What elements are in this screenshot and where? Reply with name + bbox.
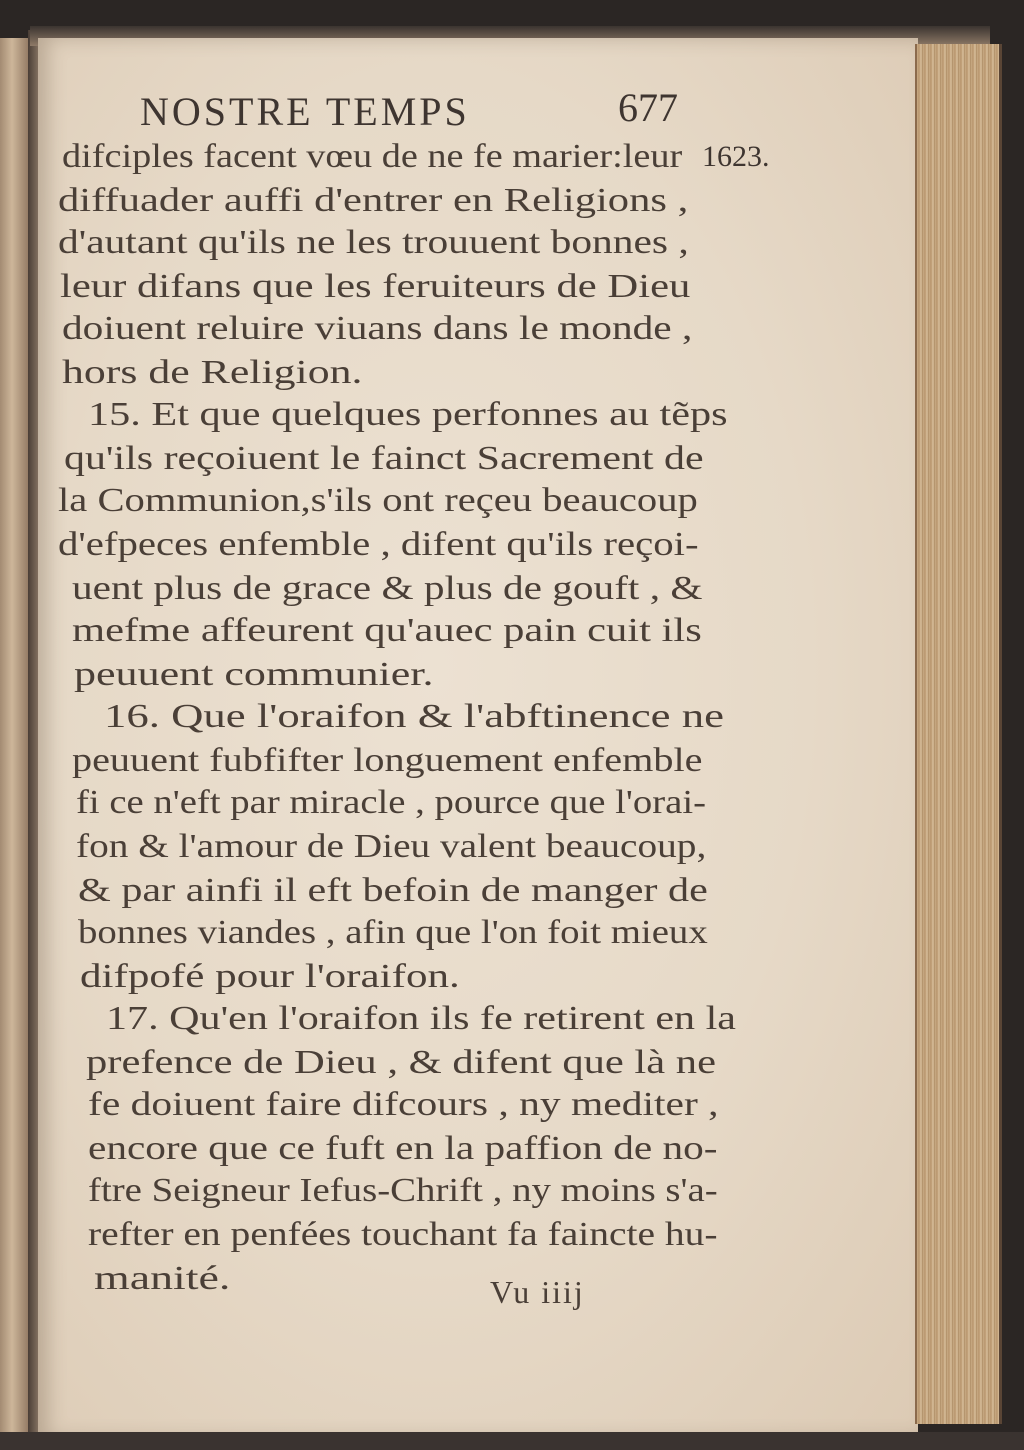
text-line: d'efpeces enfemble , difent qu'ils reçoi- <box>58 526 699 563</box>
text-line: 16. Que l'oraifon & l'abftinence ne <box>104 698 724 735</box>
text-line: mefme affeurent qu'auec pain cuit ils <box>72 612 702 649</box>
bottom-edge <box>0 1432 1024 1450</box>
text-line: fon & l'amour de Dieu valent beaucoup, <box>76 828 707 865</box>
text-line: difpofé pour l'oraifon. <box>80 958 460 995</box>
text-line: qu'ils reçoiuent le fainct Sacrement de <box>64 440 704 477</box>
text-line: diffuader auffi d'entrer en Religions , <box>58 182 689 219</box>
text-line: ftre Seigneur Iefus-Chrift , ny moins s'a- <box>88 1172 718 1209</box>
text-line: difciples facent vœu de ne fe marier:leur <box>62 138 683 175</box>
text-line: d'autant qu'ils ne les trouuent bonnes , <box>58 224 689 261</box>
text-line: fe doiuent faire difcours , ny mediter , <box>88 1086 719 1123</box>
text-line: & par ainfi il eft befoin de manger de <box>78 872 708 909</box>
text-line: manité. <box>94 1260 231 1297</box>
text-line: 15. Et que quelques perfonnes au tẽps <box>88 396 728 433</box>
page-number: 677 <box>618 85 678 130</box>
signature-mark: Vu iiij <box>490 1274 585 1310</box>
text-line: encore que ce fuft en la paffion de no- <box>88 1130 718 1167</box>
text-line: uent plus de grace & plus de gouft , & <box>72 570 703 607</box>
text-line: leur difans que les feruiteurs de Dieu <box>60 268 691 305</box>
marginal-date: 1623. <box>702 140 770 173</box>
text-line: fi ce n'eft par miracle , pource que l'orai- <box>76 784 707 821</box>
text-line: 17. Qu'en l'oraifon ils fe retirent en la <box>106 1000 736 1037</box>
left-page-edge <box>0 38 30 1438</box>
running-head: NOSTRE TEMPS <box>140 89 470 134</box>
text-line: peuuent fubfifter longuement enfemble <box>72 742 703 779</box>
text-line: hors de Religion. <box>62 354 363 391</box>
text-line: bonnes viandes , afin que l'on foit mieux <box>78 914 708 951</box>
fore-edge <box>915 44 1002 1424</box>
text-line: refter en penfées touchant fa faincte hu- <box>88 1216 718 1253</box>
text-line: peuuent communier. <box>74 656 434 693</box>
text-line: prefence de Dieu , & difent que là ne <box>86 1044 716 1081</box>
text-line: la Communion,s'ils ont reçeu beaucoup <box>58 482 698 519</box>
text-line: doiuent reluire viuans dans le monde , <box>62 310 693 347</box>
